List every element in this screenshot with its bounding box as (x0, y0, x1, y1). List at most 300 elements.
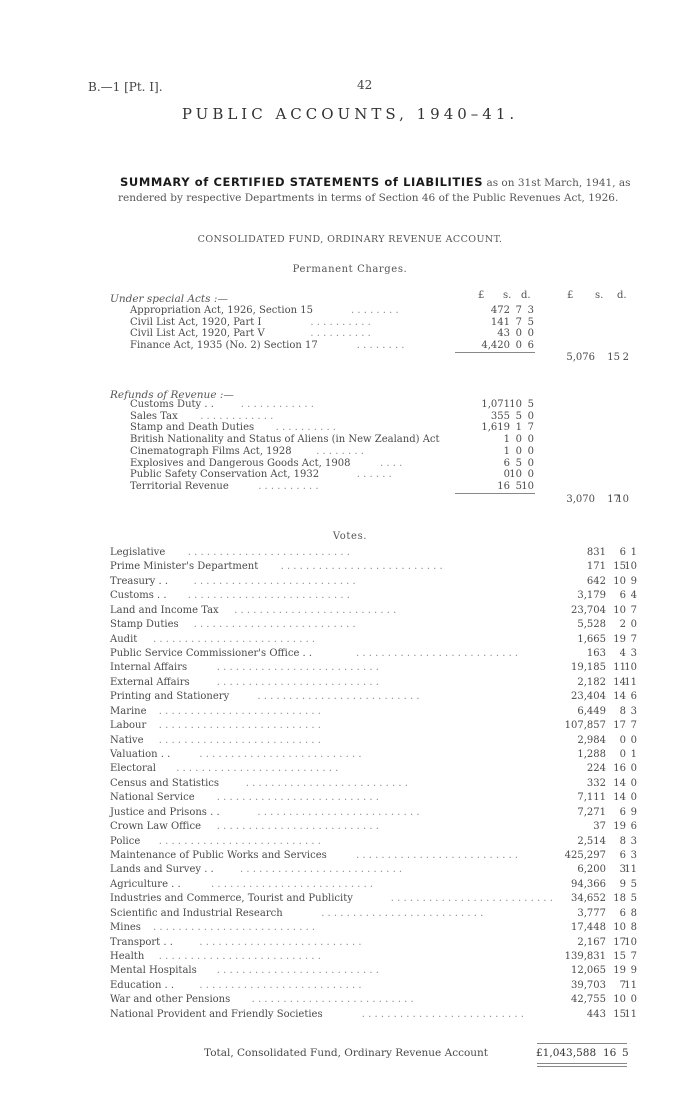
vote-row (0, 547, 700, 559)
vote-label: Public Service Commissioner's Office . . (110, 648, 313, 659)
vote-leader-dots: . . . . . . . . . . . . . . . . . . . . . . . . . . (280, 561, 443, 573)
vote-pounds: 17,448 (571, 922, 606, 934)
vote-pence: 11 (624, 979, 637, 991)
vote-shillings: 6 (619, 547, 626, 558)
vote-leader-dots: . . . . . . . . . . . . . . . . . . . . . . . . . . (176, 763, 339, 775)
vote-pence: 9 (630, 965, 637, 977)
vote-shillings: 14 (613, 691, 626, 703)
vote-label: Industries and Commerce, Tourist and Publicity (110, 893, 353, 905)
refund-shillings: 0 (515, 434, 522, 446)
vote-label: Stamp Duties (110, 619, 179, 631)
refund-pence: 5 (527, 399, 534, 410)
vote-leader-dots: . . . . . . . . . . . . . . . . . . . . . . . . . . (251, 994, 414, 1006)
vote-row (0, 836, 700, 848)
vote-pence: 11 (624, 864, 637, 876)
vote-label: External Affairs (110, 676, 190, 688)
summary-heading-bold: SUMMARY of CERTIFIED STATEMENTS of LIABILITIES (120, 175, 484, 189)
vote-label: Treasury . . (110, 575, 169, 587)
vote-leader-dots: . . . . . . . . . . . . . . . . . . . . . . . . . . (216, 821, 379, 833)
refund-leader-dots: . . . . . . . . . . (275, 422, 336, 434)
vote-row (0, 648, 700, 660)
refund-pence: 10 (521, 480, 534, 492)
vote-pence: 3 (630, 835, 637, 847)
page-reference: B.—1 [Pt. I]. (88, 80, 163, 94)
vote-pounds: 1,288 (577, 749, 606, 761)
refund-label: Cinematograph Films Act, 1928 (130, 445, 292, 457)
vote-shillings: 6 (619, 806, 626, 818)
vote-pounds: 332 (586, 777, 606, 789)
vote-label: Valuation . . (110, 749, 171, 761)
vote-pence: 9 (630, 575, 637, 587)
vote-leader-dots: . . . . . . . . . . . . . . . . . . . . . . . . . . (187, 590, 350, 602)
vote-leader-dots: . . . . . . . . . . . . . . . . . . . . . . . . . . (240, 864, 403, 876)
vote-row (0, 662, 700, 674)
refund-shillings: 5 (515, 410, 522, 422)
vote-label: Customs . . (110, 590, 167, 602)
vote-pence: 0 (630, 763, 637, 775)
vote-leader-dots: . . . . . . . . . . . . . . . . . . . . . . . . . . (390, 893, 553, 905)
vote-label: Prime Minister's Department (110, 561, 259, 573)
vote-row (0, 893, 700, 905)
vote-shillings: 19 (613, 821, 626, 833)
vote-pounds: 107,857 (564, 720, 606, 732)
vote-pounds: 42,755 (571, 994, 606, 1006)
vote-leader-dots: . . . . . . . . . . . . . . . . . . . . . . . . . . (216, 965, 379, 977)
vote-pence: 3 (630, 850, 637, 862)
vote-label: Mental Hospitals (110, 965, 197, 977)
vote-label: Crown Law Office (110, 821, 201, 833)
special-act-leader-dots: . . . . . . . . . . (310, 316, 371, 328)
vote-pence: 3 (630, 648, 637, 659)
vote-label: Scientific and Industrial Research (110, 907, 283, 919)
vote-shillings: 8 (619, 705, 626, 717)
vote-label: Printing and Stationery (110, 691, 230, 703)
col-header-pence-2: d. (617, 290, 627, 301)
vote-leader-dots: . . . . . . . . . . . . . . . . . . . . . . . . . . (193, 619, 356, 631)
vote-pence: 0 (630, 734, 637, 746)
refund-row (0, 411, 700, 423)
vote-label: Census and Statistics (110, 777, 220, 789)
vote-pounds: 23,404 (571, 691, 606, 703)
vote-pence: 0 (630, 619, 637, 631)
vote-row (0, 590, 700, 602)
vote-row (0, 980, 700, 992)
vote-leader-dots: . . . . . . . . . . . . . . . . . . . . . . . . . . (187, 547, 350, 558)
col-header-pence-1: d. (521, 290, 531, 301)
vote-pounds: 224 (586, 763, 606, 775)
vote-pence: 1 (630, 547, 637, 558)
special-acts-total-shillings: 15 (607, 352, 620, 363)
vote-row (0, 735, 700, 747)
special-act-label: Appropriation Act, 1926, Section 15 (130, 305, 313, 316)
special-act-row (0, 340, 700, 352)
refund-pence: 0 (527, 469, 534, 481)
vote-row (0, 706, 700, 718)
refunds-total-shillings: 17 (607, 494, 620, 505)
vote-pounds: 39,703 (571, 979, 606, 991)
vote-label: Education . . (110, 979, 175, 991)
refund-label: Stamp and Death Duties (130, 422, 255, 434)
vote-label: National Provident and Friendly Societies (110, 1008, 323, 1020)
vote-shillings: 6 (619, 590, 626, 602)
vote-shillings: 6 (619, 850, 626, 862)
grand-total-pence: 5 (622, 1047, 629, 1059)
account-title: CONSOLIDATED FUND, ORDINARY REVENUE ACCOUNT. (197, 234, 503, 245)
vote-pounds: 19,185 (571, 662, 606, 674)
special-act-shillings: 7 (515, 316, 522, 328)
vote-shillings: 19 (613, 633, 626, 645)
vote-row (0, 922, 700, 934)
refund-label: Territorial Revenue (130, 480, 229, 492)
vote-shillings: 19 (613, 965, 626, 977)
vote-pence: 10 (624, 561, 637, 573)
vote-pounds: 171 (586, 561, 606, 573)
refund-label: British Nationality and Status of Aliens (in New Zealand) Act (130, 434, 440, 446)
vote-leader-dots: . . . . . . . . . . . . . . . . . . . . . . . . . . (153, 922, 316, 934)
vote-pence: 5 (630, 878, 637, 890)
vote-shillings: 17 (613, 720, 626, 732)
vote-leader-dots: . . . . . . . . . . . . . . . . . . . . . . . . . . (245, 777, 408, 789)
vote-pence: 0 (630, 994, 637, 1006)
vote-leader-dots: . . . . . . . . . . . . . . . . . . . . . . . . . . (158, 835, 321, 847)
vote-pence: 3 (630, 705, 637, 717)
special-acts-heading: Under special Acts :— (110, 293, 228, 305)
vote-shillings: 14 (613, 792, 626, 804)
refund-pence: 0 (527, 410, 534, 422)
vote-pounds: 1,665 (577, 633, 606, 645)
refund-shillings: 10 (509, 469, 522, 481)
vote-leader-dots: . . . . . . . . . . . . . . . . . . . . . . . . . . (234, 604, 397, 616)
col-header-pounds-1: £ (478, 290, 485, 301)
special-act-label: Civil List Act, 1920, Part V (130, 328, 265, 340)
vote-row (0, 691, 700, 703)
vote-label: National Service (110, 792, 195, 804)
vote-pounds: 2,984 (577, 734, 606, 746)
vote-shillings: 3 (619, 864, 626, 876)
vote-leader-dots: . . . . . . . . . . . . . . . . . . . . . . . . . . (193, 575, 356, 587)
grand-total-double-rule-2 (537, 1066, 627, 1067)
refund-shillings: 5 (515, 480, 522, 492)
vote-pence: 5 (630, 893, 637, 905)
special-act-shillings: 0 (515, 328, 522, 340)
vote-pounds: 7,271 (577, 806, 606, 818)
vote-row (0, 634, 700, 646)
refund-pence: 0 (527, 445, 534, 457)
vote-pence: 11 (624, 1008, 637, 1020)
vote-label: Labour (110, 720, 147, 732)
special-acts-total-pence: 2 (622, 352, 629, 363)
vote-leader-dots: . . . . . . . . . . . . . . . . . . . . . . . . . . (199, 979, 362, 991)
refund-pounds: 1 (503, 434, 510, 446)
summary-subheading: rendered by respective Departments in terms of Section 46 of the Public Revenues Act, 1926. (118, 192, 619, 204)
vote-label: Native (110, 734, 144, 746)
vote-row (0, 951, 700, 963)
vote-row (0, 619, 700, 631)
refund-row (0, 481, 700, 493)
vote-leader-dots: . . . . . . . . . . . . . . . . . . . . . . . . . . (199, 936, 362, 948)
vote-leader-dots: . . . . . . . . . . . . . . . . . . . . . . . . . . (158, 705, 321, 717)
vote-pounds: 6,200 (577, 864, 606, 876)
vote-pence: 6 (630, 821, 637, 833)
grand-total-label: Total, Consolidated Fund, Ordinary Revenue Account (204, 1047, 489, 1059)
refund-pounds: 1,071 (481, 399, 510, 410)
vote-leader-dots: . . . . . . . . . . . . . . . . . . . . . . . . . . (361, 1008, 524, 1020)
vote-shillings: 11 (613, 662, 626, 674)
vote-shillings: 15 (613, 561, 626, 573)
special-act-pence: 0 (527, 328, 534, 340)
vote-shillings: 10 (613, 604, 626, 616)
vote-row (0, 908, 700, 920)
vote-shillings: 14 (613, 777, 626, 789)
refund-pounds: 1 (503, 445, 510, 457)
vote-pounds: 34,652 (571, 893, 606, 905)
refund-row (0, 434, 700, 446)
vote-row (0, 864, 700, 876)
vote-row (0, 965, 700, 977)
refund-pounds: 0 (503, 469, 510, 481)
special-act-row (0, 328, 700, 340)
vote-pence: 9 (630, 806, 637, 818)
vote-pounds: 23,704 (571, 604, 606, 616)
vote-pence: 7 (630, 720, 637, 732)
vote-shillings: 15 (613, 1008, 626, 1020)
special-act-label: Civil List Act, 1920, Part I (130, 316, 262, 328)
vote-pounds: 6,449 (577, 705, 606, 717)
vote-pence: 6 (630, 691, 637, 703)
vote-shillings: 0 (619, 749, 626, 761)
vote-shillings: 10 (613, 575, 626, 587)
vote-pence: 1 (630, 749, 637, 761)
vote-row (0, 677, 700, 689)
vote-shillings: 8 (619, 835, 626, 847)
vote-row (0, 576, 700, 588)
vote-leader-dots: . . . . . . . . . . . . . . . . . . . . . . . . . . (321, 907, 484, 919)
refunds-heading: Refunds of Revenue :— (110, 389, 234, 401)
vote-pounds: 2,514 (577, 835, 606, 847)
vote-leader-dots: . . . . . . . . . . . . . . . . . . . . . . . . . . (257, 691, 420, 703)
vote-shillings: 6 (619, 907, 626, 919)
vote-label: Legislative (110, 547, 166, 558)
vote-shillings: 0 (619, 734, 626, 746)
refund-pence: 0 (527, 457, 534, 469)
refunds-total-pence: 10 (616, 494, 629, 505)
vote-label: Health (110, 951, 145, 963)
vote-pounds: 7,111 (577, 792, 606, 804)
refund-leader-dots: . . . . . . . . . . . . (240, 399, 314, 410)
refund-shillings: 10 (509, 399, 522, 410)
vote-row (0, 561, 700, 573)
vote-pence: 8 (630, 922, 637, 934)
vote-leader-dots: . . . . . . . . . . . . . . . . . . . . . . . . . . (216, 676, 379, 688)
vote-pounds: 12,065 (571, 965, 606, 977)
vote-leader-dots: . . . . . . . . . . . . . . . . . . . . . . . . . . (199, 749, 362, 761)
votes-title: Votes. (332, 531, 368, 542)
vote-label: Mines (110, 922, 141, 934)
refund-pounds: 6 (503, 457, 510, 469)
vote-label: Police (110, 835, 141, 847)
vote-row (0, 792, 700, 804)
vote-leader-dots: . . . . . . . . . . . . . . . . . . . . . . . . . . (211, 878, 374, 890)
vote-label: Audit (110, 633, 138, 645)
vote-label: Electoral (110, 763, 156, 775)
vote-row (0, 605, 700, 617)
refund-pence: 0 (527, 434, 534, 446)
refund-row (0, 399, 700, 411)
vote-leader-dots: . . . . . . . . . . . . . . . . . . . . . . . . . . (216, 662, 379, 674)
vote-pence: 7 (630, 951, 637, 963)
vote-pounds: 443 (586, 1008, 606, 1020)
vote-pence: 0 (630, 792, 637, 804)
vote-row (0, 763, 700, 775)
vote-leader-dots: . . . . . . . . . . . . . . . . . . . . . . . . . . (257, 806, 420, 818)
vote-row (0, 1009, 700, 1021)
special-act-pounds: 4,420 (481, 339, 510, 351)
special-act-shillings: 0 (515, 339, 522, 351)
vote-leader-dots: . . . . . . . . . . . . . . . . . . . . . . . . . . (153, 633, 316, 645)
vote-leader-dots: . . . . . . . . . . . . . . . . . . . . . . . . . . (356, 850, 519, 862)
vote-shillings: 16 (613, 763, 626, 775)
summary-heading-rest: as on 31st March, 1941, as (486, 177, 631, 189)
vote-pounds: 139,831 (564, 951, 606, 963)
vote-row (0, 821, 700, 833)
special-act-pence: 3 (527, 305, 534, 316)
refund-leader-dots: . . . . (380, 457, 403, 469)
grand-total-shillings: 16 (603, 1047, 617, 1059)
vote-leader-dots: . . . . . . . . . . . . . . . . . . . . . . . . . . (158, 951, 321, 963)
refund-label: Customs Duty . . (130, 399, 214, 410)
special-act-pounds: 141 (490, 316, 510, 328)
vote-shillings: 9 (619, 878, 626, 890)
refund-row (0, 469, 700, 481)
refund-pounds: 1,619 (481, 422, 510, 434)
refund-row (0, 446, 700, 458)
special-act-pounds: 43 (497, 328, 510, 340)
col-header-shillings-1: s. (503, 290, 512, 301)
vote-shillings: 18 (613, 893, 626, 905)
vote-row (0, 879, 700, 891)
refund-leader-dots: . . . . . . . . . . . . (200, 410, 274, 422)
refund-pounds: 355 (490, 410, 510, 422)
special-act-pounds: 472 (490, 305, 510, 316)
vote-shillings: 4 (619, 648, 626, 659)
vote-shillings: 17 (613, 936, 626, 948)
special-act-row (0, 305, 700, 317)
vote-pounds: 3,179 (577, 590, 606, 602)
vote-pence: 7 (630, 604, 637, 616)
vote-label: War and other Pensions (110, 994, 231, 1006)
vote-pence: 10 (624, 662, 637, 674)
special-act-leader-dots: . . . . . . . . (351, 305, 399, 316)
vote-pence: 0 (630, 777, 637, 789)
special-act-leader-dots: . . . . . . . . . . (310, 328, 371, 340)
refund-shillings: 0 (515, 445, 522, 457)
vote-leader-dots: . . . . . . . . . . . . . . . . . . . . . . . . . . (158, 720, 321, 732)
vote-pence: 11 (624, 676, 637, 688)
vote-label: Transport . . (110, 936, 173, 948)
special-act-pence: 5 (527, 316, 534, 328)
refund-pence: 7 (527, 422, 534, 434)
refund-row (0, 422, 700, 434)
vote-label: Agriculture . . (110, 878, 181, 890)
vote-pounds: 3,777 (577, 907, 606, 919)
page-number: 42 (357, 78, 373, 92)
page-title: PUBLIC ACCOUNTS, 1940–41. (181, 105, 519, 123)
vote-label: Maintenance of Public Works and Services (110, 850, 327, 862)
summary-heading (120, 175, 631, 189)
special-act-row (0, 317, 700, 329)
special-act-label: Finance Act, 1935 (No. 2) Section 17 (130, 339, 318, 351)
vote-pounds: 5,528 (577, 619, 606, 631)
vote-pounds: 2,167 (577, 936, 606, 948)
vote-pence: 7 (630, 633, 637, 645)
vote-leader-dots: . . . . . . . . . . . . . . . . . . . . . . . . . . (158, 734, 321, 746)
vote-shillings: 15 (613, 951, 626, 963)
col-header-shillings-2: s. (595, 290, 604, 301)
refund-row (0, 458, 700, 470)
special-act-leader-dots: . . . . . . . . (356, 339, 405, 351)
vote-row (0, 778, 700, 790)
vote-shillings: 2 (619, 619, 626, 631)
vote-label: Land and Income Tax (110, 604, 219, 616)
special-act-shillings: 7 (515, 305, 522, 316)
refunds-total-pounds: 3,070 (566, 494, 595, 505)
vote-pence: 10 (624, 936, 637, 948)
vote-pounds: 831 (586, 547, 606, 558)
vote-pence: 8 (630, 907, 637, 919)
refund-pounds: 16 (497, 480, 510, 492)
vote-label: Lands and Survey . . (110, 864, 214, 876)
refund-label: Sales Tax (130, 410, 178, 422)
vote-row (0, 850, 700, 862)
refund-shillings: 5 (515, 457, 522, 469)
vote-shillings: 14 (613, 676, 626, 688)
vote-pence: 4 (630, 590, 637, 602)
vote-leader-dots: . . . . . . . . . . . . . . . . . . . . . . . . . . (356, 648, 519, 659)
vote-leader-dots: . . . . . . . . . . . . . . . . . . . . . . . . . . (216, 792, 379, 804)
vote-pounds: 94,366 (571, 878, 606, 890)
vote-pounds: 37 (593, 821, 606, 833)
vote-shillings: 10 (613, 922, 626, 934)
grand-total-double-rule-1 (537, 1063, 627, 1064)
special-acts-total-row (0, 352, 700, 364)
vote-label: Justice and Prisons . . (110, 806, 220, 818)
refund-leader-dots: . . . . . . (356, 469, 392, 481)
votes-total-rule (537, 1043, 627, 1044)
vote-pounds: 425,297 (564, 850, 606, 862)
refund-label: Explosives and Dangerous Goods Act, 1908 (130, 457, 351, 469)
refunds-total-row (0, 494, 700, 506)
vote-pounds: 642 (586, 575, 606, 587)
vote-label: Marine (110, 705, 147, 717)
vote-label: Internal Affairs (110, 662, 188, 674)
vote-pounds: 163 (586, 648, 606, 659)
vote-pounds: 2,182 (577, 676, 606, 688)
vote-row (0, 994, 700, 1006)
vote-shillings: 7 (619, 979, 626, 991)
col-header-pounds-2: £ (567, 290, 574, 301)
special-act-pence: 6 (527, 339, 534, 351)
vote-row (0, 807, 700, 819)
vote-shillings: 10 (613, 994, 626, 1006)
refund-leader-dots: . . . . . . . . . . (258, 480, 319, 492)
grand-total-pounds: £1,043,588 (536, 1047, 597, 1059)
vote-row (0, 937, 700, 949)
permanent-charges-title: Permanent Charges. (292, 264, 408, 275)
refund-shillings: 1 (515, 422, 522, 434)
special-acts-total-pounds: 5,076 (566, 352, 595, 363)
vote-row (0, 749, 700, 761)
refund-leader-dots: . . . . . . . . (316, 445, 364, 457)
